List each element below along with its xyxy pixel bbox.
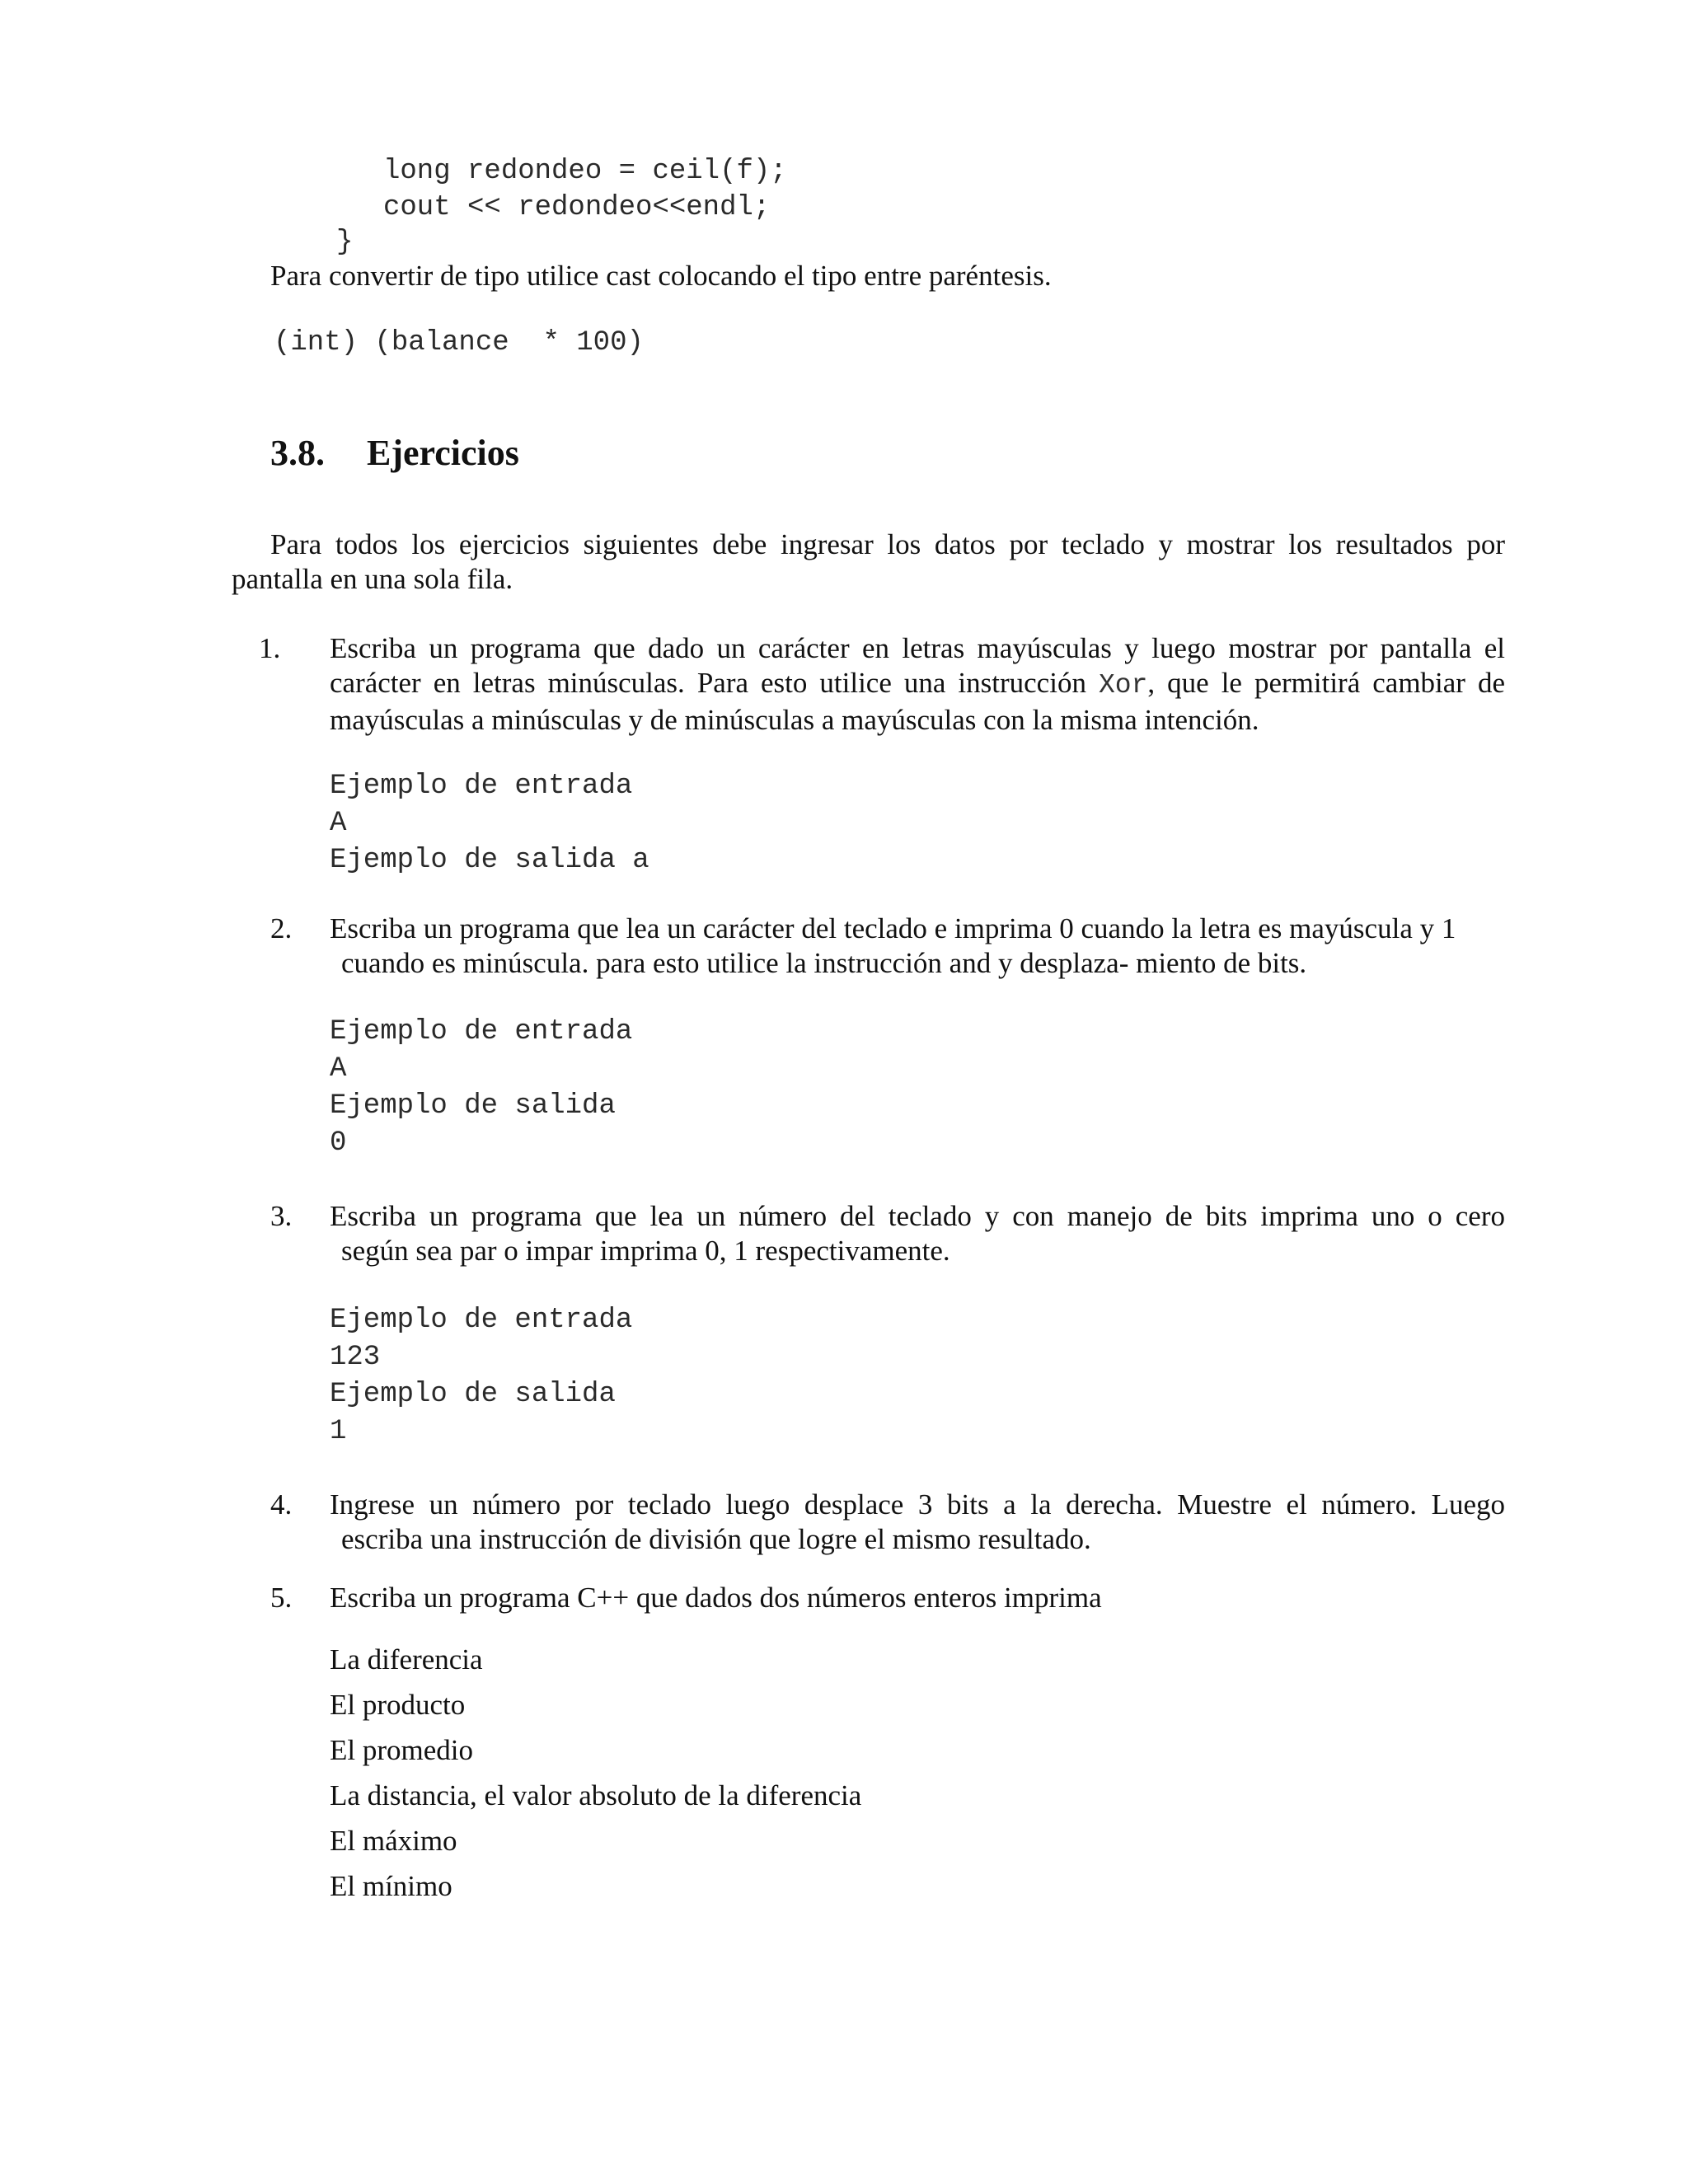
exercise-5-text: Escriba un programa C++ que dados dos números enteros imprima [330,1582,1102,1614]
exercise-1-example-line: Ejemplo de entrada [330,771,633,802]
list-item: La distancia, el valor absoluto de la diferencia [330,1779,862,1811]
exercise-1-text-before: Escriba un programa que dado un carácter en letras mayúsculas y luego mostrar por pantalla el carácter en letras minúsculas. Para esto utilice una instrucción [330,632,1505,699]
exercise-2-example-line: Ejemplo de salida [330,1090,616,1122]
exercise-2-number: 2. [270,912,293,944]
code-closing-brace: } [336,227,354,258]
section-heading [270,432,519,474]
exercise-2-example-line: A [330,1053,347,1085]
exercise-3-line-1: Escriba un programa que lea un número del teclado y con manejo de bits imprima uno o cero [330,1200,1505,1232]
xor-code-word: Xor [1098,670,1148,701]
exercise-3-line-2: según sea par o impar imprima 0, 1 respectivamente. [341,1235,950,1267]
exercise-3-number: 3. [270,1200,293,1232]
list-item: La diferencia [330,1643,483,1675]
exercise-2-line-1: Escriba un programa que lea un carácter del teclado e imprima 0 cuando la letra es mayúscula y 1 [330,912,1456,944]
exercise-2-example-line: 0 [330,1127,347,1159]
exercise-3-example-line: 1 [330,1416,347,1447]
exercise-2-example-line: Ejemplo de entrada [330,1016,633,1047]
exercise-4-line-1: Ingrese un número por teclado luego desplace 3 bits a la derecha. Muestre el número. Luego [330,1488,1505,1521]
code-line-1: long redondeo = ceil(f); [383,156,787,187]
exercise-4-number: 4. [270,1488,293,1521]
exercise-4-line-2: escriba una instrucción de división que logre el mismo resultado. [341,1523,1091,1555]
exercise-1-example-line: Ejemplo de salida a [330,845,649,876]
list-item: El máximo [330,1825,457,1857]
cast-note: Para convertir de tipo utilice cast colocando el tipo entre paréntesis. [270,260,1052,292]
exercise-3-text [330,1199,1505,1268]
section-number: 3.8. [270,433,325,473]
exercise-3-example-line: 123 [330,1342,381,1373]
exercise-2-line-2: cuando es minúscula. para esto utilice la instrucción and y desplaza- miento de bits. [341,947,1307,979]
exercise-1-example-line: A [330,808,347,839]
list-item: El mínimo [330,1870,452,1902]
list-item: El producto [330,1689,466,1721]
exercise-4-text [330,1488,1505,1557]
intro-paragraph: Para todos los ejercicios siguientes debe ingresar los datos por teclado y mostrar los resultados por pantalla en una sola fila. [232,528,1505,595]
exercise-5-output-list [330,1637,861,1909]
exercise-1-text [330,631,1505,738]
exercise-1-text-after: , que le permitirá cambiar de mayúsculas a minúsculas y de minúsculas a mayúsculas con la misma intención. [330,667,1506,736]
exercise-1-number: 1. [259,632,281,664]
exercise-2-text [330,912,1505,981]
section-title: Ejercicios [367,433,519,473]
code-line-2: cout << redondeo<<endl; [383,192,771,223]
exercise-3-example-line: Ejemplo de entrada [330,1305,633,1336]
cast-code: (int) (balance * 100) [274,327,644,359]
exercise-5-number: 5. [270,1582,293,1614]
list-item: El promedio [330,1734,473,1766]
exercise-3-example-line: Ejemplo de salida [330,1379,616,1410]
